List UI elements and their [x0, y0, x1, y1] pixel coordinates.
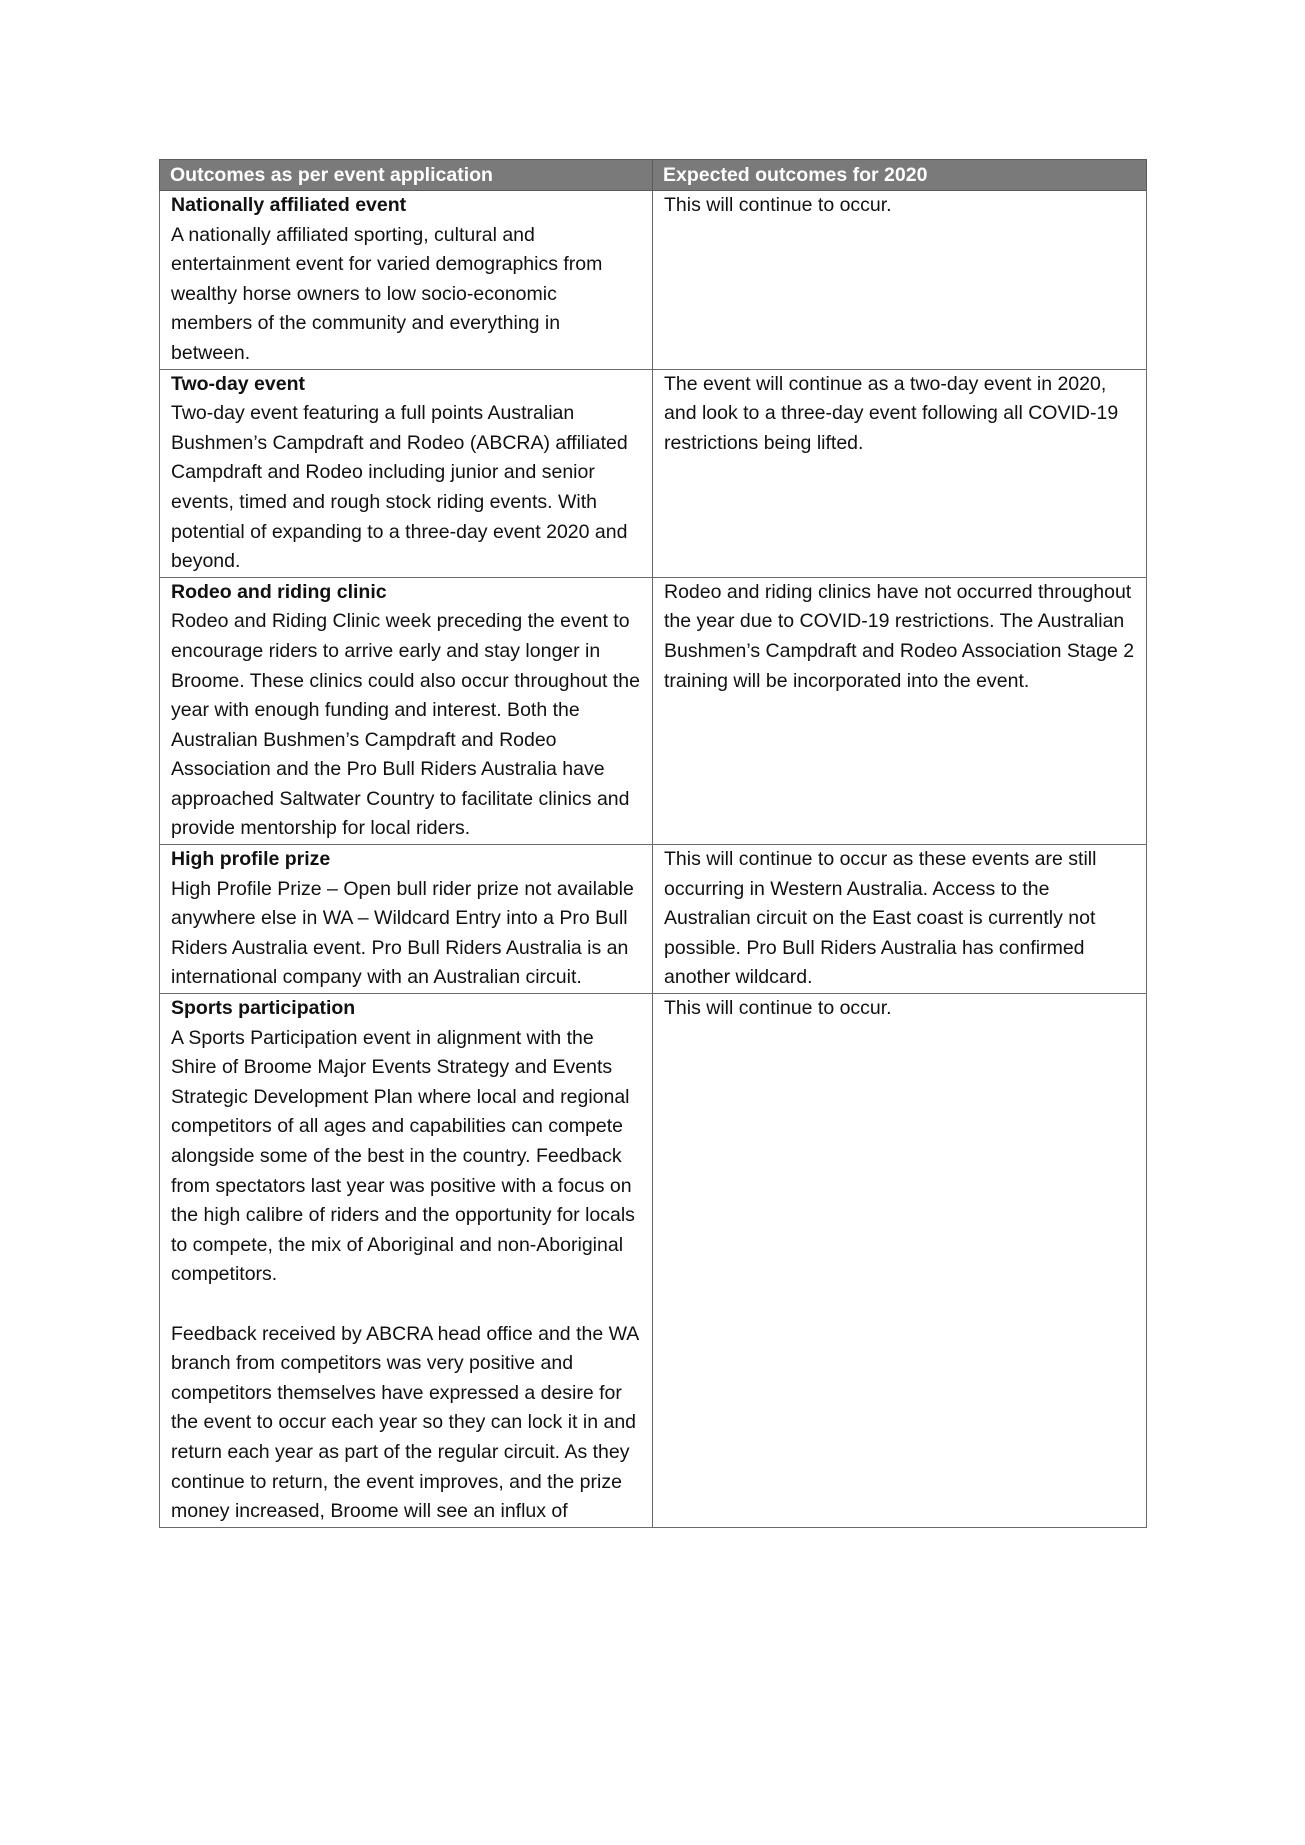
table-row [160, 577, 1147, 844]
expected-cell [653, 994, 1147, 1528]
header-expected: Expected outcomes for 2020 [653, 160, 1147, 191]
expected-cell [653, 577, 1147, 844]
expected-text: The event will continue as a two-day event in 2020, and look to a three-day event following all COVID-19 restrictions being lifted. [664, 372, 1119, 454]
expected-text: Rodeo and riding clinics have not occurred throughout the year due to COVID-19 restrictions. The Australian Bushmen’s Campdraft and Rodeo Association Stage 2 training will be incorporated into the event. [664, 580, 1135, 692]
expected-cell [653, 845, 1147, 994]
table-row [160, 994, 1147, 1528]
table-row [160, 845, 1147, 994]
row-title: Sports participation [171, 997, 356, 1020]
row-description: Rodeo and Riding Clinic week preceding the event to encourage riders to arrive early and stay longer in Broome. These clinics could also occur throughout the year with enough funding and interest. Both the Australian Bushmen’s Campdraft and Rodeo Association and the Pro Bull Riders Australia have approached Saltwater Country to facilitate clinics and provide mentorship for local riders. [171, 610, 640, 840]
paragraph-gap [171, 1290, 642, 1320]
outcome-cell [160, 577, 653, 844]
header-outcomes: Outcomes as per event application [160, 160, 653, 191]
expected-text: This will continue to occur. [664, 997, 892, 1020]
expected-text: This will continue to occur. [664, 194, 892, 216]
outcome-cell [160, 845, 653, 994]
outcome-cell [160, 191, 653, 370]
outcomes-table [159, 159, 1147, 1528]
row-title: Nationally affiliated event [171, 194, 407, 216]
row-title: Rodeo and riding clinic [171, 580, 387, 603]
row-description: A nationally affiliated sporting, cultural and entertainment event for varied demographics from wealthy horse owners to low socio-economic members of the community and everything in between. [171, 223, 603, 364]
expected-text: This will continue to occur as these events are still occurring in Western Australia. Access to the Australian circuit on the East coast is currently not possible. Pro Bull Riders Australia has confirmed another wildcard. [664, 848, 1097, 989]
row-description: High Profile Prize – Open bull rider prize not available anywhere else in WA – Wildcard Entry into a Pro Bull Riders Australia event. Pro Bull Riders Australia is an international company with an Australian circuit. [171, 877, 634, 989]
table-row [160, 369, 1147, 577]
row-description: Two-day event featuring a full points Australian Bushmen’s Campdraft and Rodeo (ABCRA) affiliated Campdraft and Rodeo including junior and senior events, timed and rough stock riding events. With potential of expanding to a three-day event 2020 and beyond. [171, 402, 628, 573]
table-header-row [160, 160, 1147, 191]
outcome-cell [160, 369, 653, 577]
row-description-continued: Feedback received by ABCRA head office and the WA branch from competitors was very positive and competitors themselves have expressed a desire for the event to occur each year so they can lock it in and return each year as part of the regular circuit. As they continue to return, the event improves, and the prize money increased, Broome will see an influx of [171, 1322, 639, 1523]
expected-cell [653, 369, 1147, 577]
row-title: Two-day event [171, 372, 305, 395]
expected-cell [653, 191, 1147, 370]
row-description: A Sports Participation event in alignment with the Shire of Broome Major Events Strategy and Events Strategic Development Plan where local and regional competitors of all ages and capabilities can compete alongside some of the best in the country. Feedback from spectators last year was positive with a focus on the high calibre of riders and the opportunity for locals to compete, the mix of Aboriginal and non-Aboriginal competitors. [171, 1026, 635, 1286]
row-title: High profile prize [171, 848, 331, 871]
outcome-cell [160, 994, 653, 1528]
table-row [160, 191, 1147, 370]
